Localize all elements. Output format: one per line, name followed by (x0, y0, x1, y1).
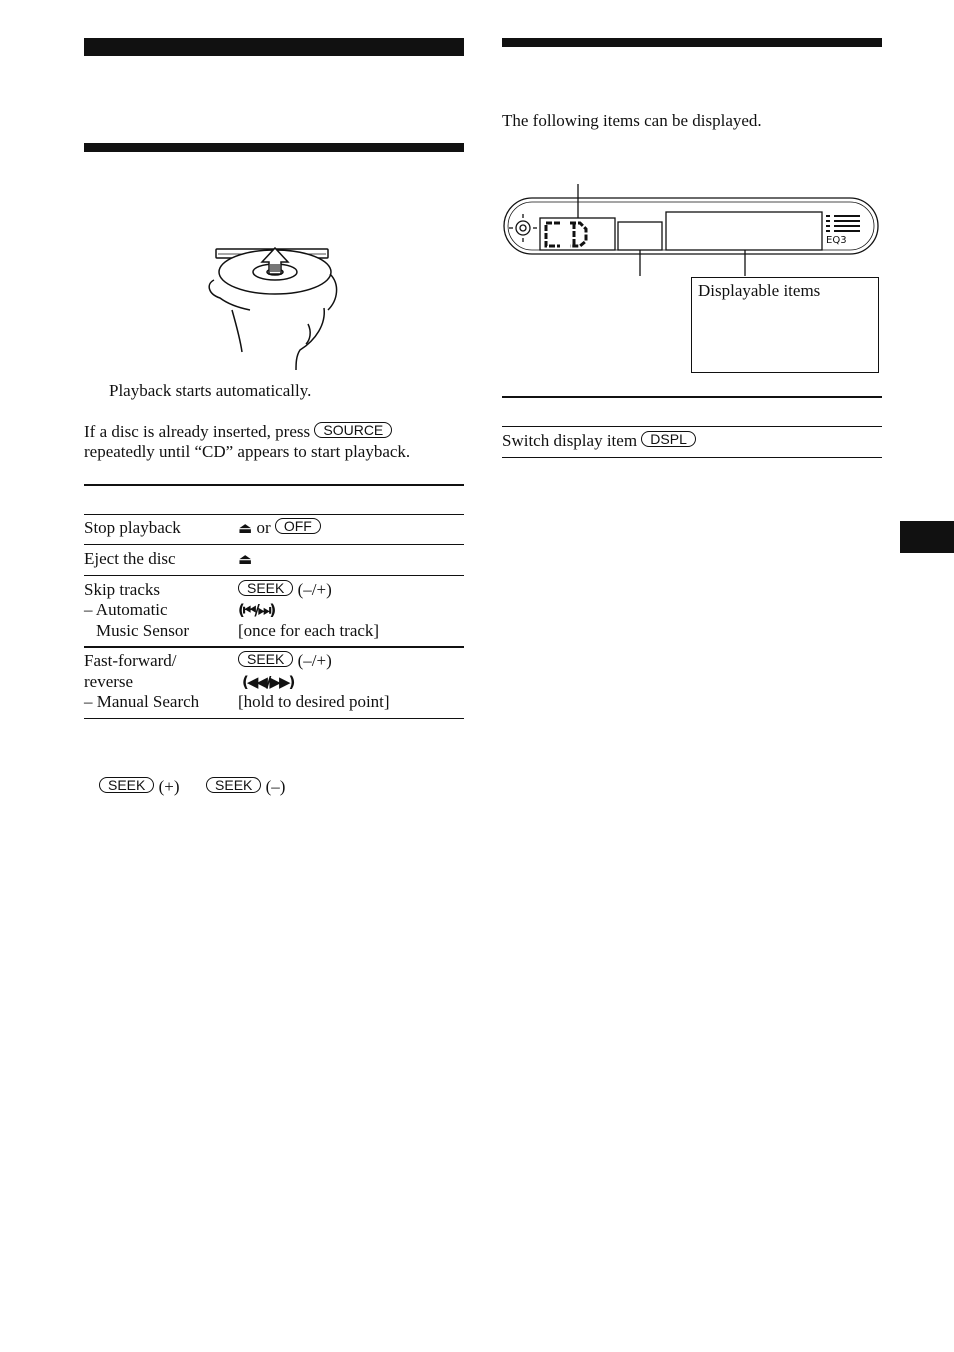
seek-footer: SEEK (+) SEEK (–) (99, 777, 285, 797)
seek-plus-button[interactable]: SEEK (99, 777, 154, 793)
intro-text: The following items can be displayed. (502, 111, 762, 130)
seek-button[interactable]: SEEK (238, 651, 293, 667)
table-bottom-rule (84, 718, 464, 719)
table-row-label: reverse (84, 672, 134, 691)
table-row-label: Skip tracks (84, 580, 161, 599)
table-bottom-rule (502, 457, 882, 458)
source-button[interactable]: SOURCE (314, 422, 392, 438)
heading-bar (502, 38, 882, 47)
fast-forward-reverse-icons: (◀◀/▶▶) (242, 673, 294, 691)
table-row-label: Eject the disc (84, 549, 176, 568)
heading-bar (84, 143, 464, 152)
seek-minus-button[interactable]: SEEK (206, 777, 261, 793)
table-row-action (238, 549, 252, 569)
already-inserted-line2: repeatedly until “CD” appears to start playback. (84, 442, 411, 461)
eq-indicator: EQ3 (826, 235, 847, 246)
table-row-action: SEEK (–/+) (238, 580, 332, 600)
already-inserted-line1: If a disc is already inserted, press SOURCE (84, 422, 392, 442)
playback-note: Playback starts automatically. (109, 381, 312, 400)
table-rule (502, 426, 882, 427)
eject-icon: ⏏ (238, 550, 253, 568)
table-row-label: Fast-forward/ (84, 651, 177, 670)
table-row-label: Music Sensor (96, 621, 190, 640)
table-row-note: [hold to desired point] (238, 692, 390, 711)
skip-track-icons: (⏮/⏭) (238, 601, 275, 619)
table-rule (84, 646, 464, 648)
side-tab-marker (900, 521, 954, 553)
callout-label: Displayable items (698, 281, 821, 300)
seek-button[interactable]: SEEK (238, 580, 293, 596)
switch-display-row: Switch display item DSPL (502, 431, 696, 451)
heading-bar (84, 38, 464, 56)
table-row-label: – Automatic (84, 600, 168, 619)
off-button[interactable]: OFF (275, 518, 321, 534)
display-panel-illustration (500, 180, 882, 280)
table-row-note: [once for each track] (238, 621, 380, 640)
table-rule (84, 544, 464, 545)
table-row-label: – Manual Search (84, 692, 200, 711)
dspl-button[interactable]: DSPL (641, 431, 696, 447)
table-top-rule (84, 484, 464, 486)
eject-icon: ⏏ (238, 519, 253, 537)
disc-insert-illustration (200, 244, 350, 374)
table-rule (84, 514, 464, 515)
table-rule (84, 575, 464, 576)
table-row-action: SEEK (–/+) (238, 651, 332, 671)
table-row-label: Stop playback (84, 518, 181, 537)
table-row-action: ⏏ or OFF (238, 518, 321, 538)
table-top-rule (502, 396, 882, 398)
